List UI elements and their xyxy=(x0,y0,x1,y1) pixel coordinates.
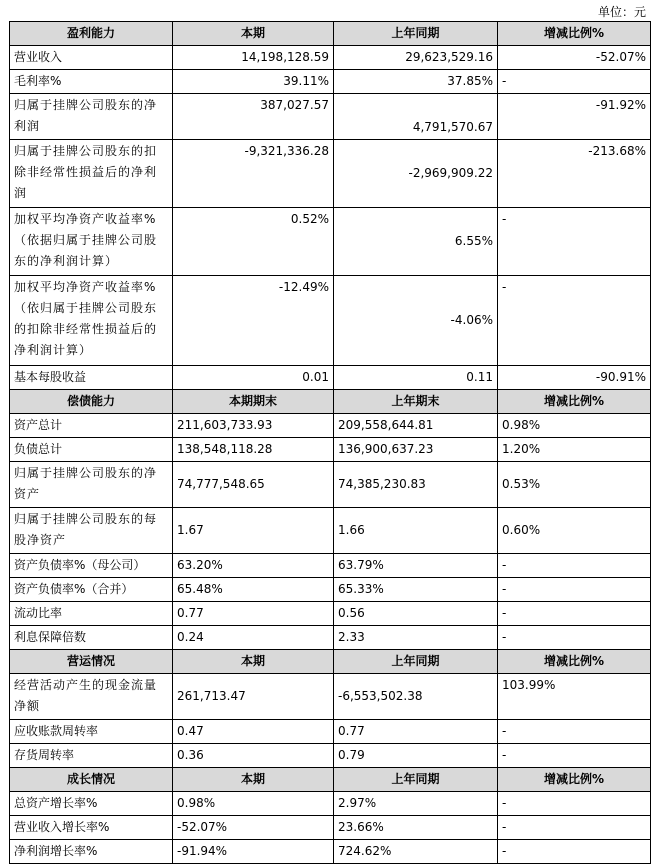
current-value: 0.77 xyxy=(173,602,334,626)
table-row xyxy=(10,720,651,744)
current-value: 0.47 xyxy=(173,720,334,744)
row-label: 应收账款周转率 xyxy=(10,720,173,744)
row-label: 经营活动产生的现金流量净额 xyxy=(10,674,173,720)
row-label: 资产负债率%（合并） xyxy=(10,578,173,602)
prior-value: 29,623,529.16 xyxy=(334,46,498,70)
section-header-profitability xyxy=(10,22,651,46)
change-value: - xyxy=(498,70,651,94)
header-cell: 本期 xyxy=(173,22,334,46)
row-label: 加权平均净资产收益率%（依据归属于挂牌公司股东的净利润计算） xyxy=(10,208,173,276)
prior-value: 724.62% xyxy=(334,840,498,864)
section-header-solvency xyxy=(10,390,651,414)
change-value: - xyxy=(498,276,651,366)
header-cell: 增减比例% xyxy=(498,22,651,46)
table-row xyxy=(10,554,651,578)
header-cell: 增减比例% xyxy=(498,768,651,792)
change-value: - xyxy=(498,602,651,626)
header-cell: 上年同期 xyxy=(334,768,498,792)
change-value: - xyxy=(498,626,651,650)
prior-value: 6.55% xyxy=(334,208,498,276)
prior-value: 74,385,230.83 xyxy=(334,462,498,508)
prior-value: 4,791,570.67 xyxy=(334,94,498,140)
change-value: - xyxy=(498,578,651,602)
table-row xyxy=(10,70,651,94)
financial-indicators-table xyxy=(9,21,651,864)
table-row xyxy=(10,414,651,438)
table-row xyxy=(10,840,651,864)
change-value: -90.91% xyxy=(498,366,651,390)
current-value: 74,777,548.65 xyxy=(173,462,334,508)
row-label: 加权平均净资产收益率%（依归属于挂牌公司股东的扣除非经常性损益后的净利润计算） xyxy=(10,276,173,366)
row-label: 利息保障倍数 xyxy=(10,626,173,650)
prior-value: 63.79% xyxy=(334,554,498,578)
current-value: -52.07% xyxy=(173,816,334,840)
current-value: 65.48% xyxy=(173,578,334,602)
table-row xyxy=(10,626,651,650)
header-cell: 偿债能力 xyxy=(10,390,173,414)
header-cell: 本期 xyxy=(173,768,334,792)
current-value: 0.24 xyxy=(173,626,334,650)
row-label: 负债总计 xyxy=(10,438,173,462)
header-cell: 增减比例% xyxy=(498,390,651,414)
row-label: 总资产增长率% xyxy=(10,792,173,816)
current-value: -12.49% xyxy=(173,276,334,366)
prior-value: 23.66% xyxy=(334,816,498,840)
row-label: 归属于挂牌公司股东的扣除非经常性损益后的净利润 xyxy=(10,140,173,208)
row-label: 基本每股收益 xyxy=(10,366,173,390)
prior-value: 0.79 xyxy=(334,744,498,768)
table-row xyxy=(10,140,651,208)
current-value: 39.11% xyxy=(173,70,334,94)
header-cell: 营运情况 xyxy=(10,650,173,674)
prior-value: 136,900,637.23 xyxy=(334,438,498,462)
prior-value: 1.66 xyxy=(334,508,498,554)
row-label: 净利润增长率% xyxy=(10,840,173,864)
row-label: 营业收入 xyxy=(10,46,173,70)
prior-value: -4.06% xyxy=(334,276,498,366)
row-label: 流动比率 xyxy=(10,602,173,626)
row-label: 归属于挂牌公司股东的每股净资产 xyxy=(10,508,173,554)
prior-value: 65.33% xyxy=(334,578,498,602)
change-value: 0.60% xyxy=(498,508,651,554)
header-cell: 上年同期 xyxy=(334,650,498,674)
current-value: -91.94% xyxy=(173,840,334,864)
header-cell: 增减比例% xyxy=(498,650,651,674)
current-value: 387,027.57 xyxy=(173,94,334,140)
prior-value: 2.33 xyxy=(334,626,498,650)
change-value: - xyxy=(498,744,651,768)
table-row xyxy=(10,366,651,390)
row-label: 营业收入增长率% xyxy=(10,816,173,840)
change-value: - xyxy=(498,816,651,840)
header-cell: 盈利能力 xyxy=(10,22,173,46)
current-value: -9,321,336.28 xyxy=(173,140,334,208)
table-row xyxy=(10,438,651,462)
section-header-operations xyxy=(10,650,651,674)
prior-value: 0.11 xyxy=(334,366,498,390)
current-value: 1.67 xyxy=(173,508,334,554)
table-row xyxy=(10,276,651,366)
prior-value: 2.97% xyxy=(334,792,498,816)
table-row xyxy=(10,462,651,508)
table-row xyxy=(10,46,651,70)
header-cell: 本期 xyxy=(173,650,334,674)
table-row xyxy=(10,208,651,276)
unit-label: 单位：元 xyxy=(597,5,646,19)
change-value: -52.07% xyxy=(498,46,651,70)
current-value: 0.98% xyxy=(173,792,334,816)
current-value: 0.01 xyxy=(173,366,334,390)
table-row xyxy=(10,578,651,602)
change-value: - xyxy=(498,840,651,864)
prior-value: 209,558,644.81 xyxy=(334,414,498,438)
header-cell: 上年同期 xyxy=(334,22,498,46)
table-row xyxy=(10,744,651,768)
table-row xyxy=(10,94,651,140)
header-cell: 上年期末 xyxy=(334,390,498,414)
change-value: 1.20% xyxy=(498,438,651,462)
table-row xyxy=(10,792,651,816)
current-value: 211,603,733.93 xyxy=(173,414,334,438)
change-value: -91.92% xyxy=(498,94,651,140)
row-label: 归属于挂牌公司股东的净利润 xyxy=(10,94,173,140)
prior-value: -2,969,909.22 xyxy=(334,140,498,208)
prior-value: 37.85% xyxy=(334,70,498,94)
prior-value: 0.56 xyxy=(334,602,498,626)
current-value: 63.20% xyxy=(173,554,334,578)
current-value: 0.52% xyxy=(173,208,334,276)
current-value: 261,713.47 xyxy=(173,674,334,720)
header-cell: 本期期末 xyxy=(173,390,334,414)
row-label: 资产总计 xyxy=(10,414,173,438)
header-cell: 成长情况 xyxy=(10,768,173,792)
current-value: 14,198,128.59 xyxy=(173,46,334,70)
row-label: 毛利率% xyxy=(10,70,173,94)
change-value: - xyxy=(498,208,651,276)
change-value: 0.53% xyxy=(498,462,651,508)
change-value: - xyxy=(498,720,651,744)
current-value: 0.36 xyxy=(173,744,334,768)
change-value: - xyxy=(498,792,651,816)
row-label: 存货周转率 xyxy=(10,744,173,768)
current-value: 138,548,118.28 xyxy=(173,438,334,462)
prior-value: 0.77 xyxy=(334,720,498,744)
table-row xyxy=(10,674,651,720)
row-label: 资产负债率%（母公司） xyxy=(10,554,173,578)
table-row xyxy=(10,508,651,554)
change-value: -213.68% xyxy=(498,140,651,208)
change-value: - xyxy=(498,554,651,578)
change-value: 0.98% xyxy=(498,414,651,438)
section-header-growth xyxy=(10,768,651,792)
change-value: 103.99% xyxy=(498,674,651,720)
table-row xyxy=(10,602,651,626)
row-label: 归属于挂牌公司股东的净资产 xyxy=(10,462,173,508)
prior-value: -6,553,502.38 xyxy=(334,674,498,720)
table-row xyxy=(10,816,651,840)
